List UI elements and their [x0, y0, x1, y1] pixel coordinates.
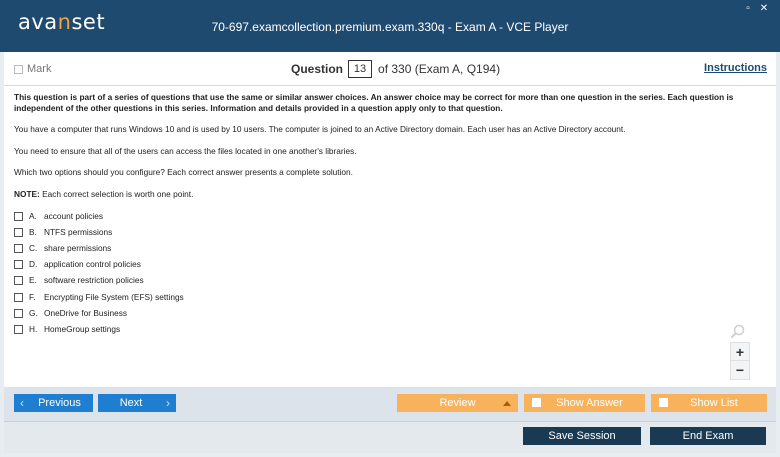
mark-label: Mark	[27, 63, 52, 75]
close-icon[interactable]: ✕	[759, 3, 769, 14]
question-paragraph: You have a computer that runs Windows 10 and is used by 10 users. The computer is joined to an Active Directory domain. Each user has an Active Directory account.	[14, 124, 626, 134]
save-session-button[interactable]: Save Session	[523, 427, 641, 445]
chevron-left-icon: ‹	[20, 396, 24, 410]
checkbox-icon[interactable]	[14, 325, 23, 334]
instructions-link[interactable]: Instructions	[704, 62, 767, 74]
end-exam-button[interactable]: End Exam	[650, 427, 766, 445]
checkbox-icon[interactable]	[14, 228, 23, 237]
zoom-out-button[interactable]: −	[730, 360, 750, 380]
answer-option-d[interactable]: D. application control policies	[14, 257, 766, 273]
checkbox-icon	[532, 398, 541, 407]
question-label: Question	[291, 62, 344, 76]
question-of-text: of 330 (Exam A, Q194)	[378, 62, 501, 76]
review-button[interactable]: Review	[397, 394, 518, 412]
question-content	[4, 86, 776, 387]
checkbox-icon[interactable]	[14, 293, 23, 302]
checkbox-icon[interactable]	[14, 244, 23, 253]
answer-option-g[interactable]: G. OneDrive for Business	[14, 305, 766, 321]
question-paragraph: Which two options should you configure? Each correct answer presents a complete solution.	[14, 167, 353, 177]
show-list-button[interactable]: Show List	[651, 394, 767, 412]
window-title: 70-697.examcollection.premium.exam.330q - Exam A - VCE Player	[211, 20, 569, 34]
answer-option-a[interactable]: A. account policies	[14, 208, 766, 224]
mark-checkbox[interactable]	[14, 63, 51, 75]
checkbox-icon	[659, 398, 668, 407]
checkbox-icon[interactable]	[14, 309, 23, 318]
question-header-bar	[4, 52, 776, 86]
question-number-input[interactable]: 13	[348, 60, 372, 78]
chevron-right-icon: ›	[166, 396, 170, 410]
checkbox-icon[interactable]	[14, 276, 23, 285]
footer-bar	[4, 421, 776, 453]
answer-option-b[interactable]: B. NTFS permissions	[14, 224, 766, 240]
next-button[interactable]: Next ›	[98, 394, 176, 412]
answer-option-h[interactable]: H. HomeGroup settings	[14, 321, 766, 337]
answer-options	[14, 208, 766, 338]
minimize-icon[interactable]: ▫	[746, 3, 750, 14]
question-note	[14, 189, 766, 200]
answer-option-c[interactable]: C. share permissions	[14, 240, 766, 256]
checkbox-icon[interactable]	[14, 65, 23, 74]
checkbox-icon[interactable]	[14, 212, 23, 221]
checkbox-icon[interactable]	[14, 260, 23, 269]
previous-button[interactable]: ‹ Previous	[14, 394, 93, 412]
answer-option-e[interactable]: E. software restriction policies	[14, 273, 766, 289]
note-label: NOTE:	[14, 188, 40, 199]
question-navigator	[291, 60, 500, 78]
zoom-in-button[interactable]: +	[730, 342, 750, 362]
avanset-logo: avanset	[18, 10, 106, 34]
magnifier-icon	[730, 324, 746, 340]
navigation-bar	[4, 387, 776, 421]
title-bar	[0, 0, 780, 52]
answer-option-f[interactable]: F. Encrypting File System (EFS) settings	[14, 289, 766, 305]
question-paragraph: You need to ensure that all of the users can access the files located in one another's libraries.	[14, 145, 357, 156]
note-text: Each correct selection is worth one point.	[39, 188, 194, 199]
triangle-up-icon	[503, 401, 511, 406]
question-intro: This question is part of a series of questions that use the same or similar answer choices. An answer choice may be correct for more than one question in the series. Each question is independent of the other questions in this series. Information and details provided in a question apply only to that question.	[14, 92, 734, 113]
show-answer-button[interactable]: Show Answer	[524, 394, 645, 412]
